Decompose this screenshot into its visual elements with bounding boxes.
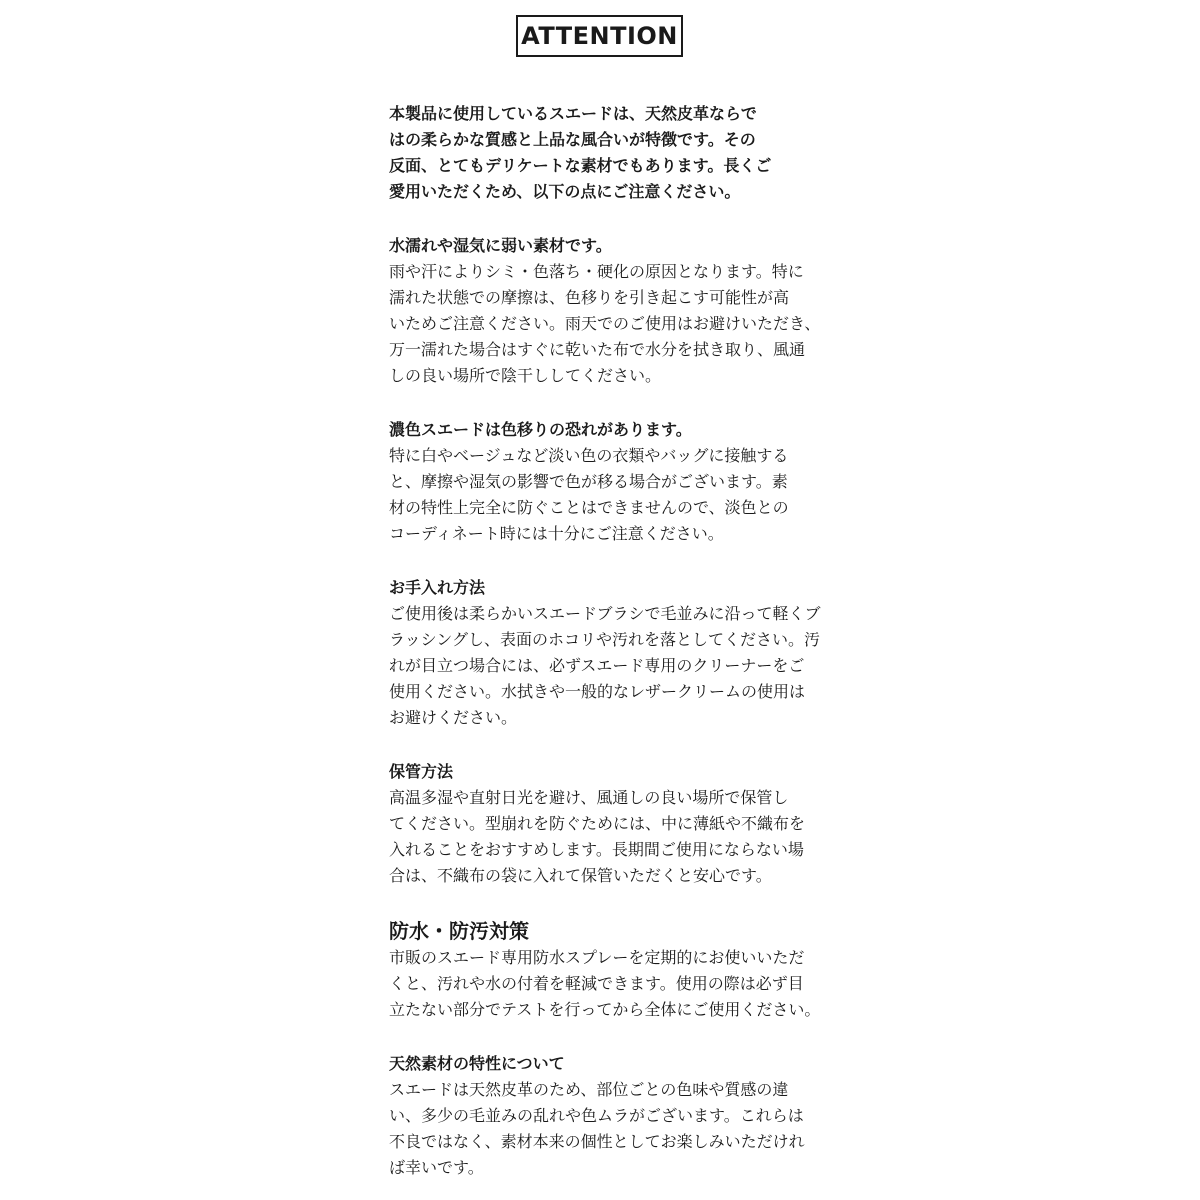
body-line: 使用ください。水拭きや一般的なレザークリームの使用は — [389, 682, 806, 701]
attention-title-box — [516, 15, 683, 57]
intro-paragraph — [389, 101, 819, 205]
section-body — [389, 601, 819, 731]
section-water — [389, 233, 819, 389]
section-heading: お手入れ方法 — [389, 578, 486, 597]
body-line: い、多少の毛並みの乱れや色ムラがございます。これらは — [389, 1106, 804, 1125]
body-line: 濡れた状態での摩擦は、色移りを引き起こす可能性が高 — [389, 288, 790, 307]
section-care — [389, 575, 819, 731]
section-body — [389, 785, 819, 889]
body-line: 高温多湿や直射日光を避け、風通しの良い場所で保管し — [389, 788, 789, 807]
section-heading: 天然素材の特性について — [389, 1054, 565, 1073]
section-body — [389, 945, 819, 1023]
section-color-transfer — [389, 417, 819, 547]
body-line: ば幸いです。 — [389, 1158, 484, 1177]
section-storage — [389, 759, 819, 889]
body-line: 合は、不織布の袋に入れて保管いただくと安心です。 — [389, 866, 772, 885]
section-heading: 保管方法 — [389, 762, 454, 781]
section-heading: 防水・防汚対策 — [389, 919, 529, 943]
intro-line: はの柔らかな質感と上品な風合いが特徴です。その — [389, 130, 756, 149]
body-line: 雨や汗によりシミ・色落ち・硬化の原因となります。特に — [389, 262, 804, 281]
body-line: てください。型崩れを防ぐためには、中に薄紙や不織布を — [389, 814, 806, 833]
body-line: れが目立つ場合には、必ずスエード専用のクリーナーをご — [389, 656, 805, 675]
body-line: お避けください。 — [389, 708, 518, 727]
body-line: 入れることをおすすめします。長期間ご使用にならない場 — [389, 840, 804, 859]
section-waterproof — [389, 917, 819, 1023]
body-line: しの良い場所で陰干ししてください。 — [389, 366, 662, 385]
section-body — [389, 443, 819, 547]
section-heading: 水濡れや湿気に弱い素材です。 — [389, 236, 612, 255]
section-natural-material — [389, 1051, 819, 1181]
body-line: スエードは天然皮革のため、部位ごとの色味や質感の違 — [389, 1080, 789, 1099]
section-heading: 濃色スエードは色移りの恐れがあります。 — [389, 420, 692, 439]
intro-line: 本製品に使用しているスエードは、天然皮革ならで — [389, 104, 757, 123]
body-line: 市販のスエード専用防水スプレーを定期的にお使いいただ — [389, 948, 805, 967]
page-title: ATTENTION — [521, 22, 678, 50]
body-line: ご使用後は柔らかいスエードブラシで毛並みに沿って軽くブ — [389, 604, 821, 623]
body-line: いためご注意ください。雨天でのご使用はお避けいただき、 — [389, 314, 821, 333]
body-line: と、摩擦や湿気の影響で色が移る場合がございます。素 — [389, 472, 788, 491]
body-line: 材の特性上完全に防ぐことはできませんので、淡色との — [389, 498, 789, 517]
intro-line: 愛用いただくため、以下の点にご注意ください。 — [389, 182, 741, 201]
body-line: 不良ではなく、素材本来の個性としてお楽しみいただけれ — [389, 1132, 805, 1151]
body-line: 立たない部分でテストを行ってから全体にご使用ください。 — [389, 1000, 821, 1019]
section-body — [389, 1077, 819, 1181]
notice-content — [389, 101, 819, 1181]
body-line: 特に白やベージュなど淡い色の衣類やバッグに接触する — [389, 446, 789, 465]
body-line: くと、汚れや水の付着を軽減できます。使用の際は必ず目 — [389, 974, 804, 993]
intro-line: 反面、とてもデリケートな素材でもあります。長くご — [389, 156, 772, 175]
section-body — [389, 259, 819, 389]
body-line: 万一濡れた場合はすぐに乾いた布で水分を拭き取り、風通 — [389, 340, 806, 359]
body-line: ラッシングし、表面のホコリや汚れを落としてください。汚 — [389, 630, 820, 649]
body-line: コーディネート時には十分にご注意ください。 — [389, 524, 724, 543]
